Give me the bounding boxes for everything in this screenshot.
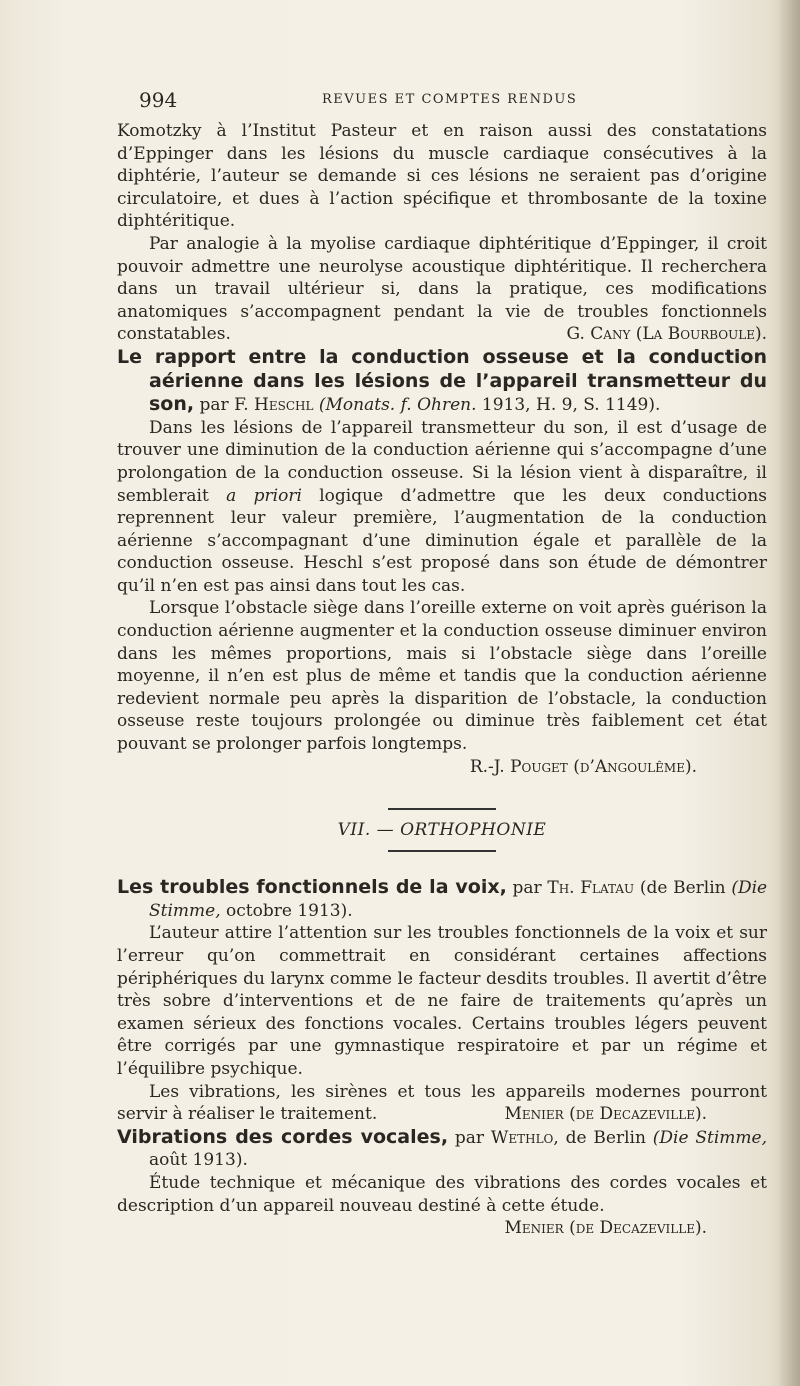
section-title: VII. — ORTHOPHONIE	[337, 820, 547, 841]
section-heading	[117, 808, 767, 852]
citation-prefix: de Berlin	[565, 1127, 646, 1148]
paragraph-text: logique d’admettre que les deux conductions reprennent leur valeur première, l’augmentation de la conduction aérienne s’accompagnant d’une diminution égale et parallèle de la conduction osseuse. Heschl s’est proposé dans son étude de démontrer qu’il n’en est pas ainsi dans tout les cas.	[117, 485, 767, 596]
reviewer-signature	[117, 1217, 767, 1240]
journal-name: (Monats. f. Ohren.	[318, 395, 477, 416]
article-author: Wethlo,	[490, 1127, 559, 1148]
journal-title: REVUES ET COMPTES RENDUS	[322, 92, 578, 107]
citation: 1913, H. 9, S. 1149).	[481, 395, 661, 416]
reviewer-signature: Menier (de Decazeville).	[504, 1104, 707, 1125]
review-entry-1	[117, 120, 767, 346]
signature-text: Menier (de Decazeville).	[504, 1218, 707, 1239]
paragraph: Komotzky à l’Institut Pasteur et en raison aussi des constatations d’Eppinger dans les lésions du muscle cardiaque consécutives à la diphtérie, l’auteur se demande si ces lésions ne seraient pas d’origine circulatoire, et dues à l’action spécifique et thrombosante de la toxine diphtéritique.	[117, 121, 767, 232]
entry-heading	[117, 1126, 767, 1172]
page-number: 994	[139, 88, 178, 112]
by-word: par	[512, 878, 542, 899]
reviewer-signature: G. Cany (La Bourboule).	[566, 324, 767, 345]
article-author: F. Heschl	[234, 395, 314, 416]
paragraph	[117, 1081, 767, 1126]
paragraph: Lorsque l’obstacle siège dans l’oreille externe on voit après guérison la conduction aérienne augmenter et la conduction osseuse diminuer environ dans les mêmes proportions, mais si l’obstacle siège dans l’oreille moyenne, il n’en est plus de même et tandis que la conduction aérienne redevient normale peu après la disparition de l’obstacle, la conduction osseuse reste toujours prolongée ou diminue très faiblement cet état pouvant se prolonger parfois longtemps.	[117, 598, 767, 755]
paragraph-text: Les vibrations, les sirènes et tous les appareils modernes pourront servir à réaliser le traitement.	[117, 1081, 767, 1125]
entry-heading	[117, 346, 767, 417]
article-title: Les troubles fonctionnels de la voix,	[117, 876, 507, 899]
paragraph-text: Par analogie à la myolise cardiaque diphtéritique d’Eppinger, il croit pouvoir admettre une neurolyse acoustique diphtéritique. Il recherchera dans un travail ultérieur si, dans la pratique, ces modifications anatomiques s’accompagnent pendant la vie de troubles fonctionnels constatables.	[117, 233, 767, 345]
article-title: Le rapport entre la conduction osseuse et la conduction aérienne dans les lésions de l’appareil transmetteur du son,	[117, 345, 767, 416]
running-head	[117, 84, 767, 120]
review-entry-4	[117, 1126, 767, 1240]
divider	[388, 808, 496, 810]
by-word: par	[199, 395, 229, 416]
signature-text: R.-J. Pouget (d’Angoulême).	[469, 756, 697, 777]
page-edge-shadow	[778, 0, 800, 1386]
reviewer-signature	[117, 756, 767, 779]
italic-phrase: a priori	[226, 485, 302, 506]
paragraph	[117, 417, 767, 598]
divider	[388, 850, 496, 852]
review-entry-3	[117, 876, 767, 1126]
journal-name: (Die Stimme,	[149, 878, 768, 921]
paragraph-text: Dans les lésions de l’appareil transmetteur du son, il est d’usage de trouver une diminution de la conduction aérienne qui s’accompagne d’une prolongation de la conduction osseuse. Si la lésion vient à disparaître, il semblerait	[117, 417, 767, 506]
citation-prefix: (de Berlin	[639, 878, 726, 899]
paragraph: Étude technique et mécanique des vibrations des cordes vocales et description d’un appareil nouveau destiné à cette étude.	[117, 1172, 767, 1216]
citation: octobre 1913).	[226, 900, 353, 921]
citation: août 1913).	[149, 1150, 248, 1171]
by-word: par	[454, 1127, 485, 1148]
article-author: Th. Flatau	[547, 878, 635, 899]
journal-name: (Die Stimme,	[652, 1127, 768, 1148]
article-title: Vibrations des cordes vocales,	[117, 1125, 449, 1148]
text-column	[117, 84, 767, 1240]
review-entry-2	[117, 346, 767, 778]
entry-heading	[117, 876, 767, 922]
paragraph	[117, 233, 767, 346]
paragraph: L’auteur attire l’attention sur les troubles fonctionnels de la voix et sur l’erreur qu’on commettrait en considérant certaines affections périphériques du larynx comme le facteur desdits troubles. Il avertit d’être très sobre d’interventions et de ne faire de traitements qu’après un examen sérieux des fonctions vocales. Certains troubles légers peuvent être corrigés par une gymnastique respiratoire et par un régime et l’équilibre psychique.	[117, 923, 767, 1079]
